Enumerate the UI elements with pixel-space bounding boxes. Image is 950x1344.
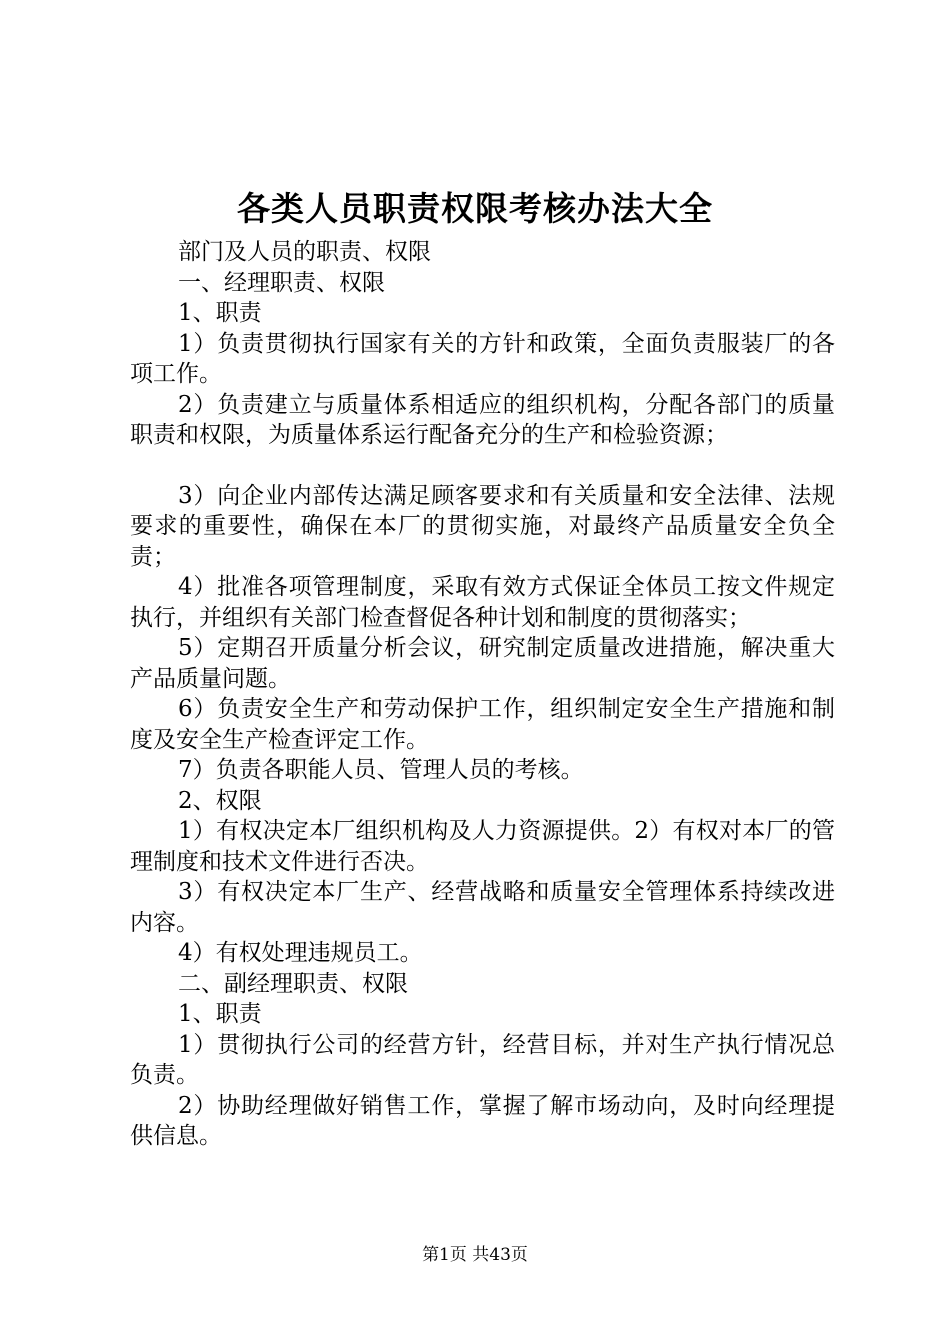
paragraph: 2、权限 xyxy=(178,787,262,814)
paragraph: 5）定期召开质量分析会议，研究制定质量改进措施，解决重大产品质量问题。 xyxy=(130,635,835,692)
paragraph: 一、经理职责、权限 xyxy=(178,269,385,296)
paragraph: 2）协助经理做好销售工作，掌握了解市场动向，及时向经理提供信息。 xyxy=(130,1092,835,1149)
paragraph: 7）负责各职能人员、管理人员的考核。 xyxy=(178,757,584,783)
page-footer: 第1页 共43页 xyxy=(422,1245,528,1265)
paragraph: 6）负责安全生产和劳动保护工作，组织制定安全生产措施和制度及安全生产检查评定工作。 xyxy=(130,696,835,753)
document-title: 各类人员职责权限考核办法大全 xyxy=(237,189,713,228)
paragraph: 4）批准各项管理制度，采取有效方式保证全体员工按文件规定执行，并组织有关部门检查督促各种计划和制度的贯彻落实； xyxy=(130,574,835,631)
paragraph: 1）有权决定本厂组织机构及人力资源提供。2）有权对本厂的管理制度和技术文件进行否决。 xyxy=(130,818,835,875)
paragraph: 二、副经理职责、权限 xyxy=(178,970,408,997)
paragraph: 4）有权处理违规员工。 xyxy=(178,940,423,966)
paragraph: 3）有权决定本厂生产、经营战略和质量安全管理体系持续改进内容。 xyxy=(130,879,835,936)
paragraph: 2）负责建立与质量体系相适应的组织机构，分配各部门的质量职责和权限，为质量体系运行配备充分的生产和检验资源； xyxy=(130,391,835,448)
document-body xyxy=(130,237,835,1152)
paragraph: 1）贯彻执行公司的经营方针，经营目标，并对生产执行情况总负责。 xyxy=(130,1031,835,1088)
paragraph: 1、职责 xyxy=(178,1001,262,1027)
paragraph: 1）负责贯彻执行国家有关的方针和政策，全面负责服装厂的各项工作。 xyxy=(130,330,835,387)
paragraph: 3）向企业内部传达满足顾客要求和有关质量和安全法律、法规要求的重要性，确保在本厂的贯彻实施，对最终产品质量安全负全责； xyxy=(130,482,835,570)
paragraph: 1、职责 xyxy=(178,300,262,326)
paragraph: 部门及人员的职责、权限 xyxy=(178,239,431,265)
